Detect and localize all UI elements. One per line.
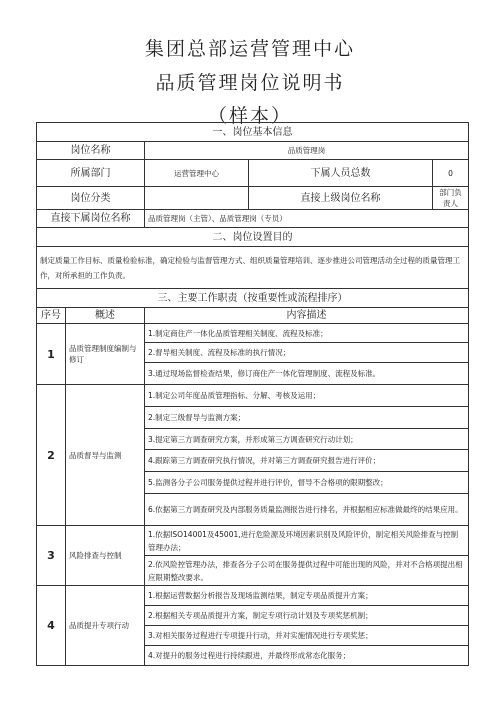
duty-item: 6.依据第三方调查研究及内部服务质量监测报告进行排名，并根据相应标准做最终的结果应用。 [145,494,469,526]
duty-number: 4 [37,586,66,666]
subordinates-label: 下属人员总数 [249,160,433,187]
col-header-no: 序号 [37,308,66,324]
section2-heading: 二、岗位设置目的 [37,228,469,247]
duty-item: 1.根据运营数据分析报告及现场监测结果，制定专项品质提升方案； [145,586,469,606]
table-row [37,586,469,606]
document-title-line2: 品质管理岗位说明书 [155,72,345,94]
section3-heading: 三、主要工作职责（按重要性或流程排序） [37,289,469,308]
table-row [37,526,469,556]
duty-number: 2 [37,385,66,526]
col-header-desc: 内容描述 [145,308,469,324]
job-description-table [36,122,469,666]
duty-item: 2.根据相关专项品质提升方案，制定专项行动计划及专项奖惩机制； [145,606,469,626]
duty-item: 5.监测各分子公司服务提供过程并进行评价，督导不合格项的限期整改； [145,472,469,494]
section1-heading: 一、岗位基本信息 [37,123,469,142]
direct-sub-label: 直接下属岗位名称 [37,210,145,228]
document-title-line1: 集团总部运营管理中心 [144,38,355,60]
duty-item: 3.提定第三方调查研究方案，并形成第三方调查研究行动计划； [145,429,469,450]
category-label: 岗位分类 [37,187,145,210]
duty-item: 1.依据ISO14001及45001,进行危险源及环境因素识别及风险评价，制定相关风险排查与控制管理办法； [145,526,469,556]
duty-item: 3.对相关服务过程进行专项提升行动，并对实施情况进行专项奖惩； [145,626,469,646]
duty-item: 1.制定公司年度品质管理指标、分解、考核及运用； [145,385,469,407]
document-title-line3: （样本） [207,105,292,127]
duty-summary: 风险排查与控制 [66,526,145,586]
duty-item: 2.依风险控管理办法，排查各分子公司在服务提供过程中可能出现的风险，并对不合格项提出相应限期整改要求。 [145,556,469,586]
duty-summary: 品质督导与监测 [66,385,145,526]
duty-item: 2.督导相关制度、流程及标准的执行情况； [145,343,469,363]
superior-value: 部门负责人 [433,187,469,210]
duty-number: 1 [37,324,66,385]
duty-item: 2.制定三级督导与监测方案； [145,407,469,429]
duty-number: 3 [37,526,66,586]
dept-label: 所属部门 [37,160,145,187]
duty-summary: 品质提升专项行动 [66,586,145,666]
duty-item: 4.对提升的服务过程进行持续跟进，并最终形成常态化服务； [145,646,469,666]
purpose-text: 制定质量工作目标、质量检验标准，确定检验与监督管理方式、组织质量管理培训、逐步推进公司管理活动全过程的质量管理工作，对所承担的工作负责。 [37,247,469,289]
duty-item: 3.通过现场监督检查结果，修订商住产一体化管理制度、流程及标准。 [145,363,469,385]
duty-item: 4.跟踪第三方调查研究执行情况，并对第三方调查研究报告进行评价； [145,450,469,472]
duty-item: 1.制定商住产一体化品质管理相关制度、流程及标准； [145,324,469,343]
direct-sub-value: 品质管理岗（主管）、品质管理岗（专员） [145,210,469,228]
post-name-value: 品质管理岗 [145,142,469,160]
post-name-label: 岗位名称 [37,142,145,160]
table-row [37,324,469,343]
col-header-summary: 概述 [66,308,145,324]
category-value [145,187,249,210]
duty-summary: 品质管理制度编制与修订 [66,324,145,385]
dept-value: 运营管理中心 [145,160,249,187]
superior-label: 直接上级岗位名称 [249,187,433,210]
table-row [37,385,469,407]
subordinates-value: 0 [433,160,469,187]
